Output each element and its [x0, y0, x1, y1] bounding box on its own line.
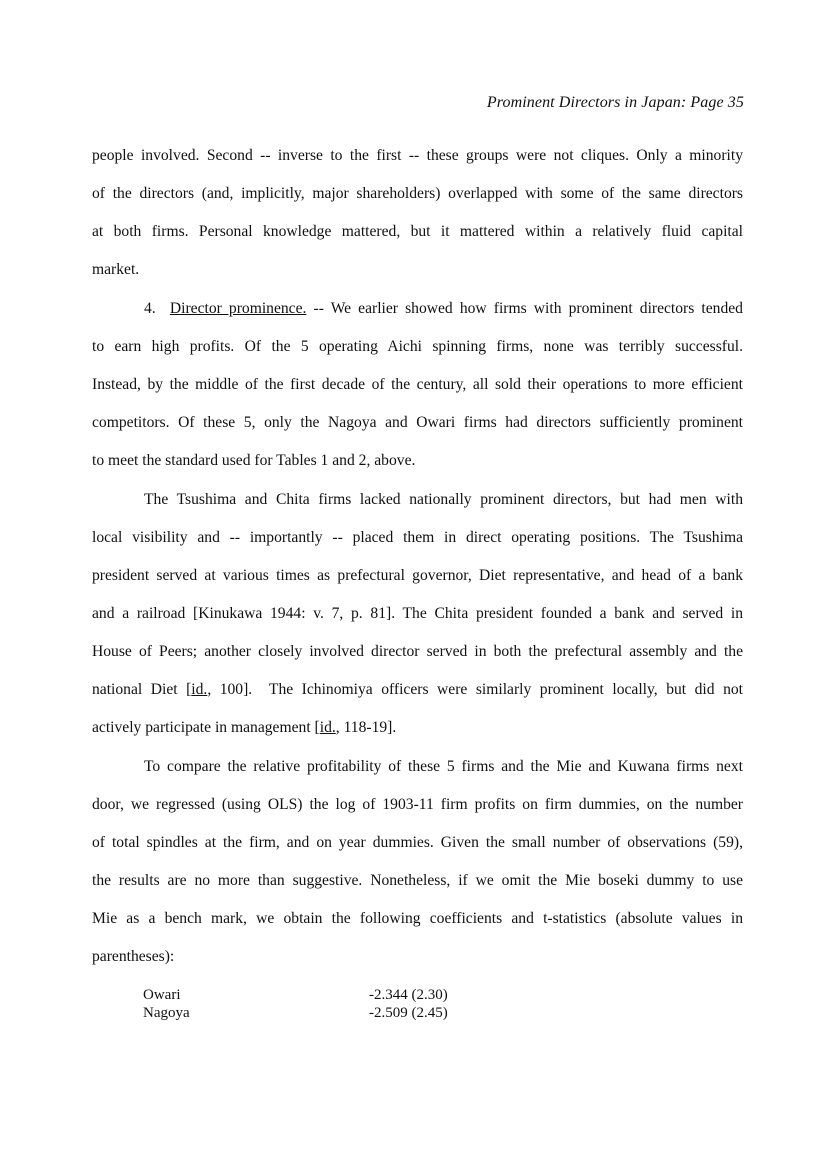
results-coefficient: -2.344 (2.30): [369, 987, 448, 1003]
running-head: Prominent Directors in Japan: Page 35: [486, 94, 744, 111]
text-line: local visibility and -- importantly -- placed them in direct operating positions. The Tsushima: [92, 529, 743, 546]
text-line: parentheses):: [92, 948, 175, 965]
text-line: people involved. Second -- inverse to the first -- these groups were not cliques. Only a minority: [92, 147, 743, 164]
results-firm-name: Owari: [143, 987, 181, 1003]
text-span: , 100]. The Ichinomiya officers were similarly prominent locally, but did not: [207, 681, 743, 698]
results-coefficient: -2.509 (2.45): [369, 1005, 448, 1021]
citation-id: id.: [319, 719, 336, 736]
text-line: to meet the standard used for Tables 1 and 2, above.: [92, 452, 416, 469]
section-number: 4.: [144, 300, 170, 317]
text-line: president served at various times as prefectural governor, Diet representative, and head of a bank: [92, 567, 743, 584]
text-line: at both firms. Personal knowledge mattered, but it mattered within a relatively fluid capital: [92, 223, 743, 240]
text-line: to earn high profits. Of the 5 operating Aichi spinning firms, none was terribly successful.: [92, 338, 743, 355]
text-line: door, we regressed (using OLS) the log of 1903-11 firm profits on firm dummies, on the number: [92, 796, 743, 813]
text-span: -- We earlier showed how firms with prominent directors tended: [306, 300, 743, 317]
text-line: The Tsushima and Chita firms lacked nationally prominent directors, but had men with: [144, 491, 743, 508]
text-line: To compare the relative profitability of these 5 firms and the Mie and Kuwana firms next: [144, 758, 743, 775]
text-line: and a railroad [Kinukawa 1944: v. 7, p. 81]. The Chita president founded a bank and served in: [92, 605, 743, 622]
text-line: [144, 299, 743, 319]
text-span: national Diet [: [92, 681, 192, 698]
text-line: [92, 718, 743, 738]
text-line: market.: [92, 261, 140, 278]
text-line: competitors. Of these 5, only the Nagoya and Owari firms had directors sufficiently prominent: [92, 414, 743, 431]
text-line: of total spindles at the firm, and on year dummies. Given the small number of observations (59),: [92, 834, 743, 851]
results-firm-name: Nagoya: [143, 1005, 190, 1021]
text-line: of the directors (and, implicitly, major shareholders) overlapped with some of the same directors: [92, 185, 743, 202]
text-line: House of Peers; another closely involved director served in both the prefectural assembly and the: [92, 643, 743, 660]
text-line: Instead, by the middle of the first decade of the century, all sold their operations to more efficient: [92, 376, 743, 393]
text-span: , 118-19].: [335, 719, 397, 736]
section-heading: Director prominence.: [169, 300, 307, 317]
citation-id: id.: [191, 681, 208, 698]
text-line: the results are no more than suggestive. Nonetheless, if we omit the Mie boseki dummy to use: [92, 872, 743, 889]
text-line: [92, 680, 743, 700]
text-span: actively participate in management [: [92, 719, 320, 736]
text-line: Mie as a bench mark, we obtain the following coefficients and t-statistics (absolute values in: [92, 910, 743, 927]
